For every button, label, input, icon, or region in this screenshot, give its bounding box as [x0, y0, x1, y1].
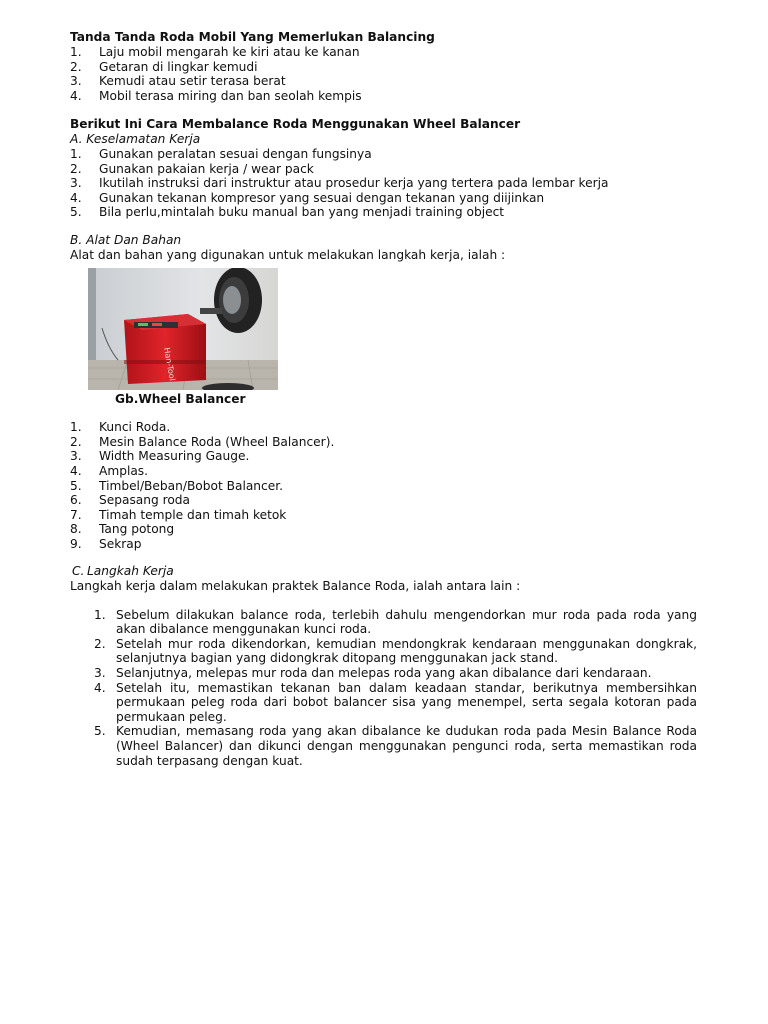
langkah-intro: Langkah kerja dalam melakukan praktek Balance Roda, ialah antara lain :: [70, 579, 521, 594]
section2-title: Berikut Ini Cara Membalance Roda Menggunakan Wheel Balancer: [70, 117, 521, 132]
list-item: 4. Mobil terasa miring dan ban seolah kempis: [70, 88, 362, 103]
list-item: 1. Kunci Roda.: [70, 420, 171, 435]
list-item: 1. Laju mobil mengarah ke kiri atau ke kanan: [70, 45, 360, 59]
list-item: 5. Timbel/Beban/Bobot Balancer.: [70, 478, 283, 493]
wheel-balancer-illustration: [88, 268, 278, 390]
alat-intro: Alat dan bahan yang digunakan untuk melakukan langkah kerja, ialah :: [70, 247, 506, 262]
list-item: 3. Ikutilah instruksi dari instruktur atau prosedur kerja yang tertera pada lembar kerja: [70, 176, 609, 191]
alat-title: B. Alat Dan Bahan: [70, 232, 182, 247]
list-item: 4. Amplas.: [70, 463, 149, 478]
list-item: 1. Gunakan peralatan sesuai dengan fungsinya: [70, 146, 372, 161]
list-item: 3. Width Measuring Gauge.: [70, 449, 250, 464]
svg-text:Han-Tool: Han-Tool: [162, 346, 177, 382]
balancer-machine-icon: [124, 314, 206, 384]
section1-title: Tanda Tanda Roda Mobil Yang Memerlukan Balancing: [70, 30, 435, 44]
section1-list: [70, 45, 698, 103]
image-caption: Gb.Wheel Balancer: [115, 392, 246, 407]
list-item: 2. Gunakan pakaian kerja / wear pack: [70, 161, 314, 176]
list-item: 2. Mesin Balance Roda (Wheel Balancer).: [70, 434, 335, 449]
list-item: 2. Getaran di lingkar kemudi: [70, 59, 258, 74]
list-item: 5. Bila perlu,mintalah buku manual ban yang menjadi training object: [70, 205, 505, 220]
list-item: 1. Sebelum dilakukan balance roda, terlebih dahulu mengendorkan mur roda pada roda yang akan dibalance menggunakan kunci roda.: [94, 607, 697, 637]
list-item: 3. Kemudi atau setir terasa berat: [70, 74, 286, 89]
list-item: 8. Tang potong: [70, 522, 175, 537]
wheel-balancer-photo: [88, 268, 278, 390]
keselamatan-list: [70, 147, 698, 220]
list-item: 6. Sepasang roda: [70, 493, 190, 508]
list-item: 9. Sekrap: [70, 536, 142, 551]
list-item: 5. Kemudian, memasang roda yang akan dibalance ke dudukan roda pada Mesin Balance Roda (Wheel Balancer) dan dikunci dengan menggunakan pengunci roda, serta memastikan roda sudah terpasang dengan kuat.: [94, 724, 697, 768]
list-item: 4. Gunakan tekanan kompresor yang sesuai dengan tekanan yang diijinkan: [70, 190, 545, 205]
list-item: 3. Selanjutnya, melepas mur roda dan melepas roda yang akan dibalance dari kendaraan.: [94, 666, 652, 681]
alat-list: [70, 420, 698, 551]
list-item: 4. Setelah itu, memastikan tekanan ban dalam keadaan standar, berikutnya membersihkan permukaan peleg roda dari bobot balancer sisa yang menempel, serta segala kotoran pada permukaan peleg.: [94, 680, 697, 724]
langkah-title: C. Langkah Kerja: [72, 564, 174, 579]
document-page: [70, 30, 698, 768]
list-item: 2. Setelah mur roda dikendorkan, kemudian mendongkrak kendaraan menggunakan dongkrak, selanjutnya bagian yang didongkrak ditopang menggunakan jack stand.: [94, 636, 697, 666]
list-item: 7. Timah temple dan timah ketok: [70, 507, 287, 522]
langkah-steps: [70, 608, 697, 769]
keselamatan-title: A. Keselamatan Kerja: [70, 132, 201, 147]
